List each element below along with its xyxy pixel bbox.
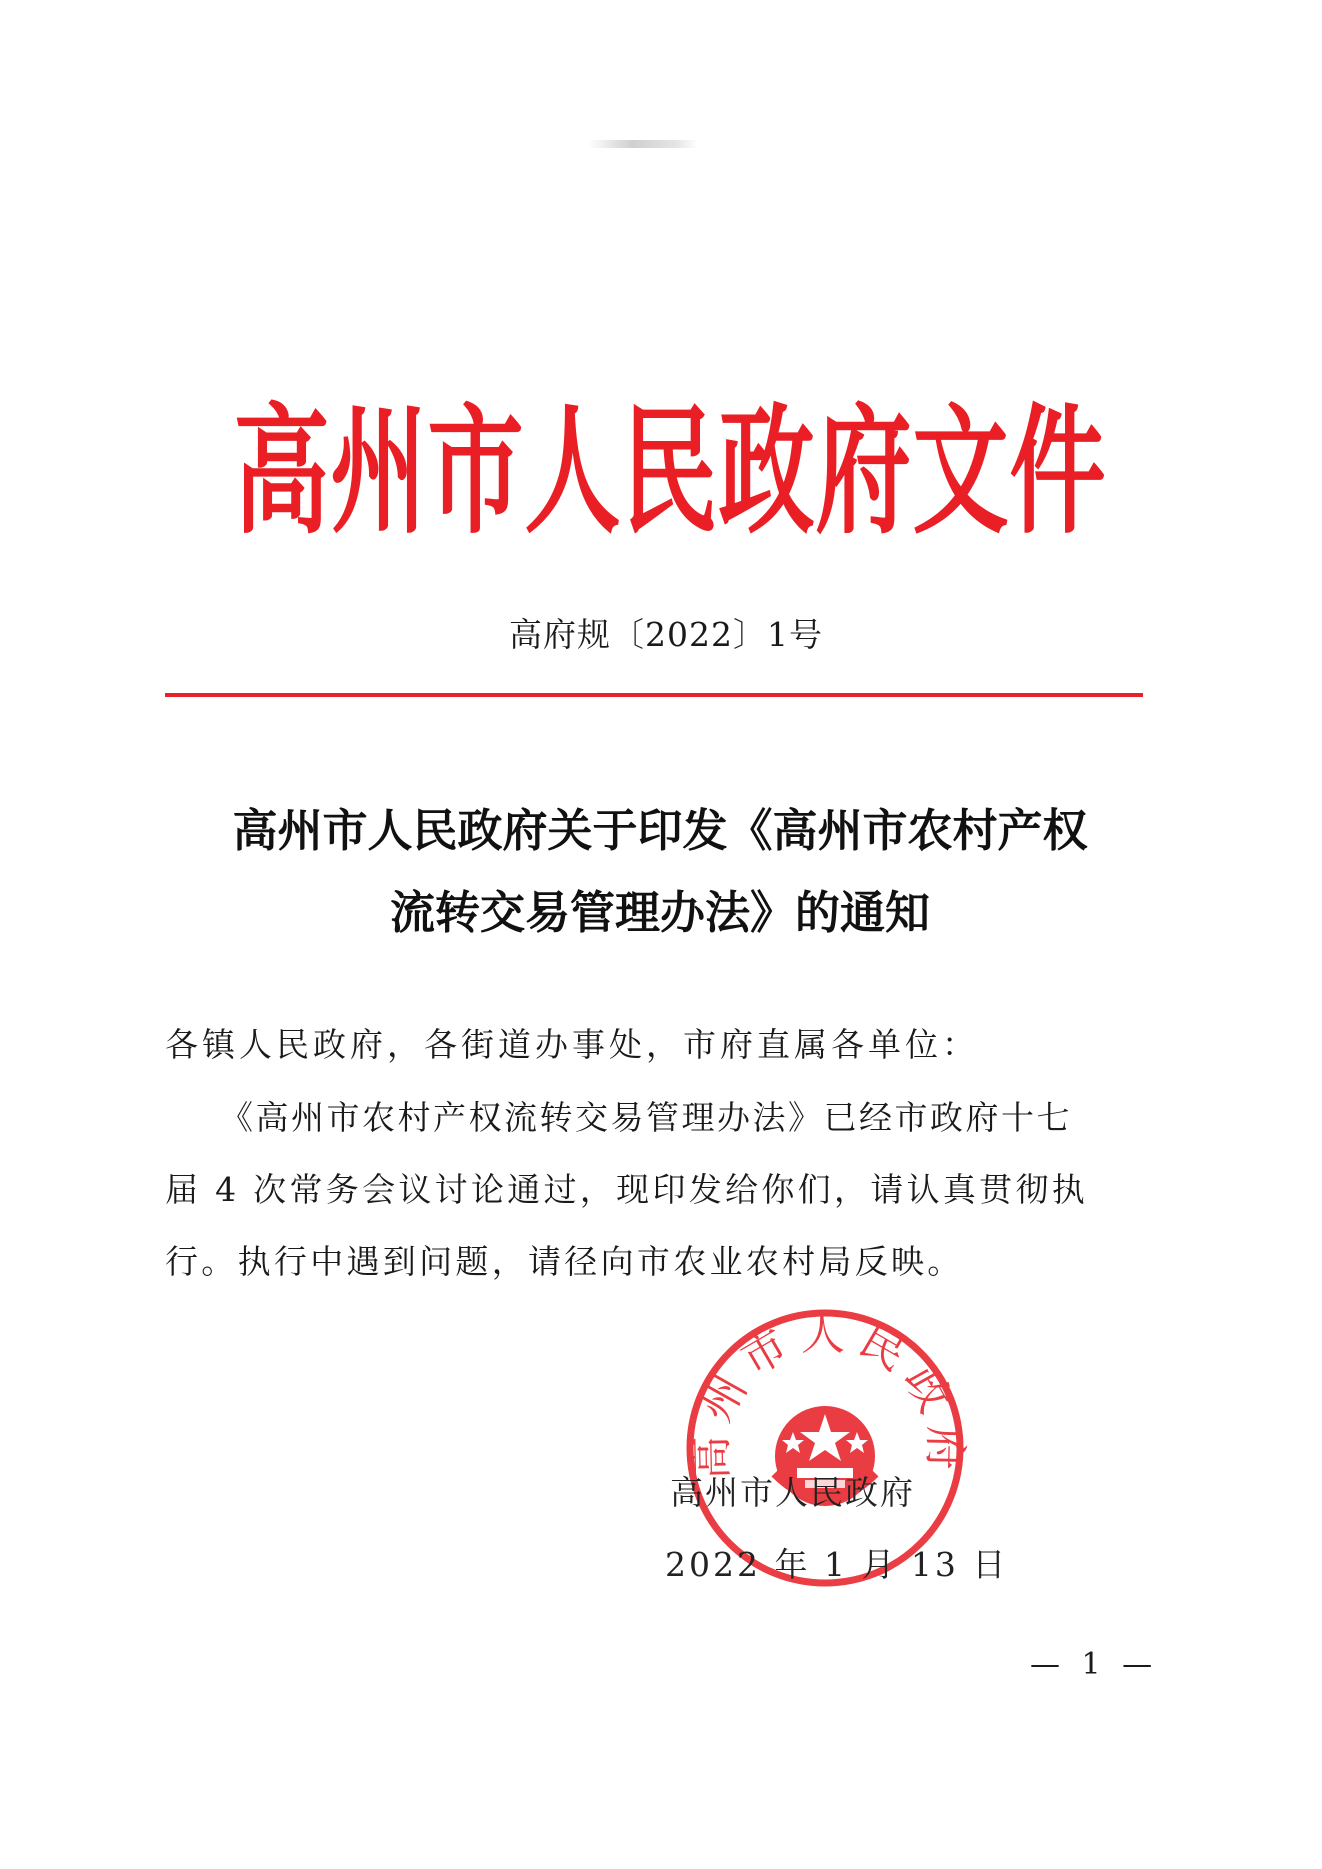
body-paragraph-line: 行。执行中遇到问题，请径向市农业农村局反映。 bbox=[165, 1242, 964, 1281]
page-number: — 1 — bbox=[1030, 1647, 1159, 1682]
masthead-title: 高州市人民政府文件 bbox=[233, 390, 1107, 554]
body-paragraph-line: 届 4 次常务会议讨论通过，现印发给你们，请认真贯彻执 bbox=[165, 1170, 1089, 1209]
document-title bbox=[140, 790, 1180, 954]
addressee-line: 各镇人民政府，各街道办事处，市府直属各单位： bbox=[165, 1025, 979, 1064]
red-divider-line bbox=[165, 693, 1143, 697]
issue-date: 2022 年 1 月 13 日 bbox=[665, 1545, 1009, 1584]
seal-arc-text: 高州市人民政府 bbox=[685, 1308, 971, 1481]
scan-smudge bbox=[588, 140, 698, 148]
issuer-signature: 高州市人民政府 bbox=[670, 1473, 915, 1512]
body-paragraph-line: 《高州市农村产权流转交易管理办法》已经市政府十七 bbox=[220, 1098, 1072, 1137]
title-line: 高州市人民政府关于印发《高州市农村产权 bbox=[232, 804, 1088, 857]
title-line: 流转交易管理办法》的通知 bbox=[389, 886, 930, 939]
document-number: 高府规〔2022〕1号 bbox=[509, 615, 823, 654]
